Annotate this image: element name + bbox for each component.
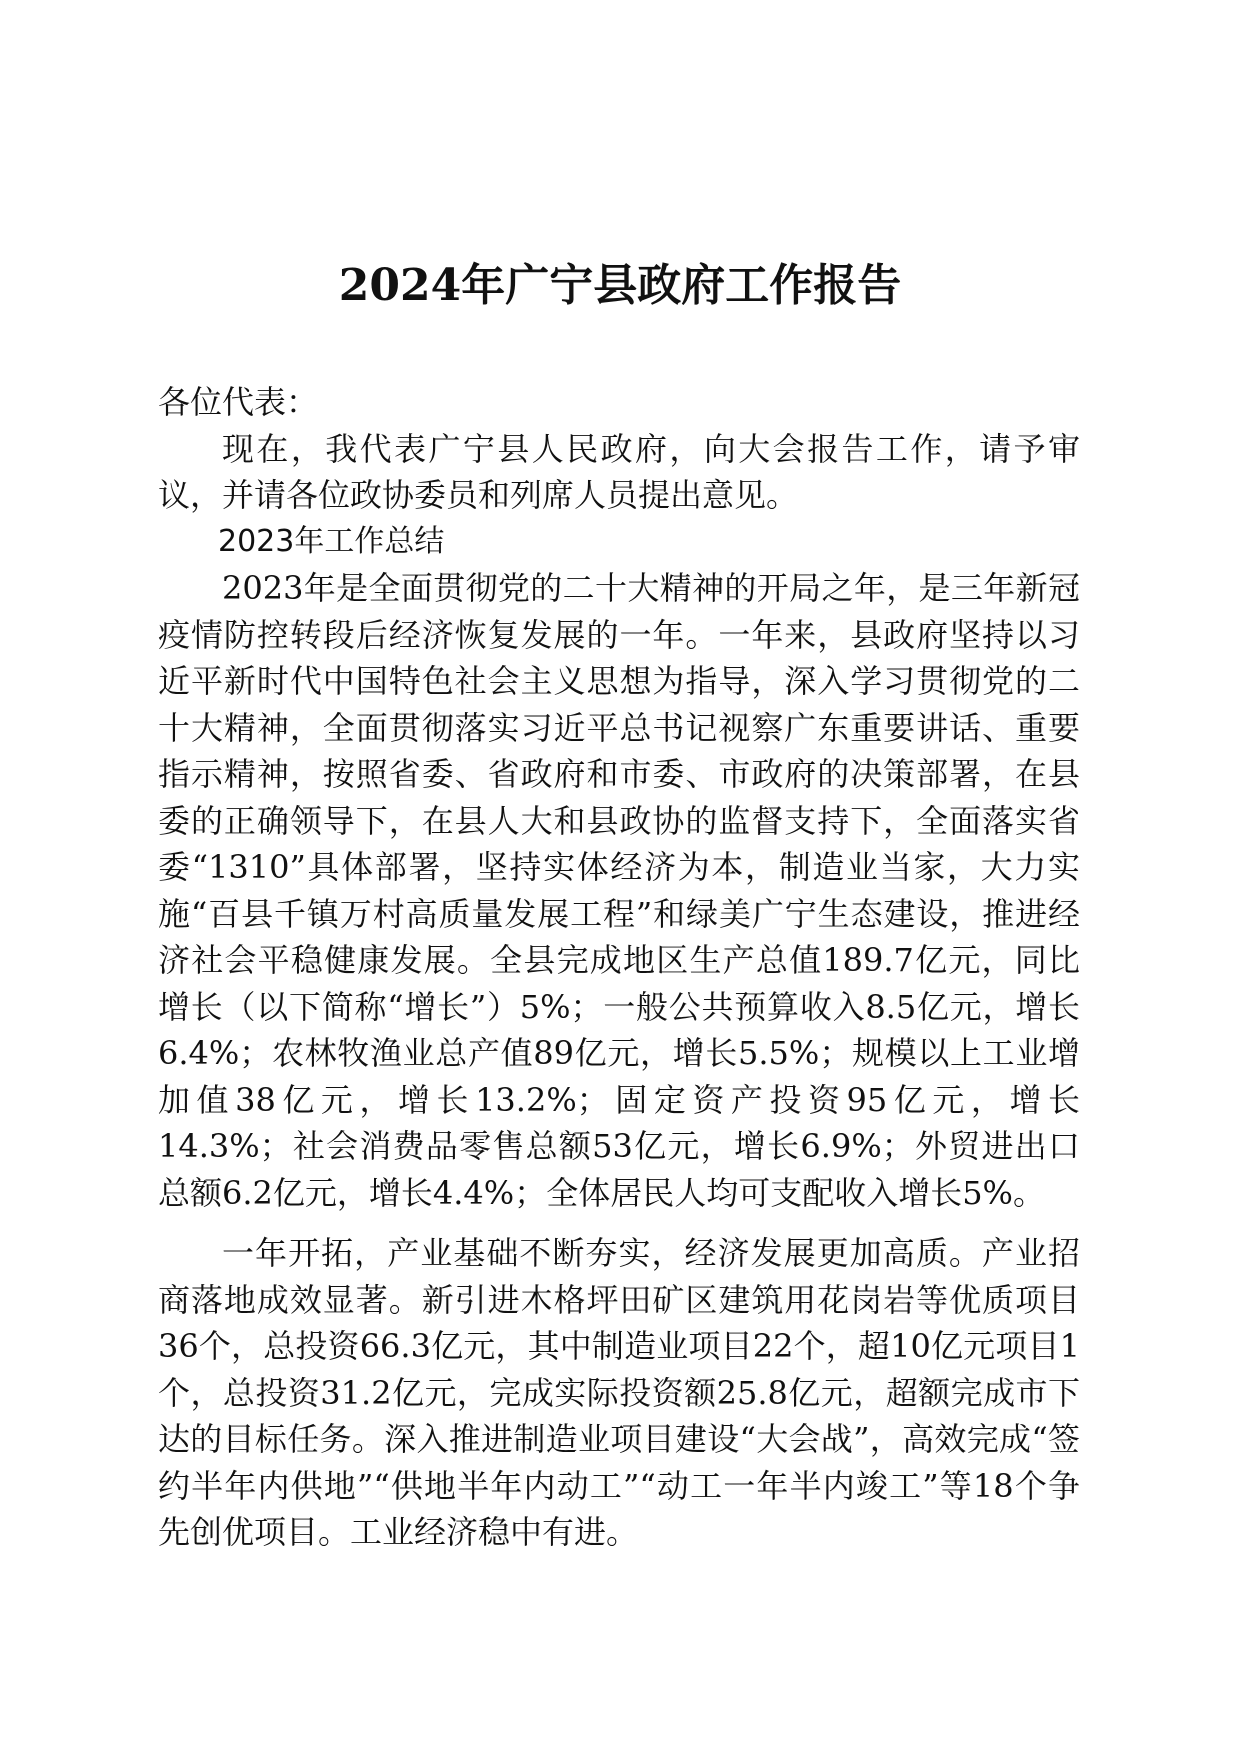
salutation: 各位代表：	[158, 383, 319, 421]
summary-paragraph: 2023年是全面贯彻党的二十大精神的开局之年，是三年新冠疫情防控转段后经济恢复发展的一年。一年来，县政府坚持以习近平新时代中国特色社会主义思想为指导，深入学习贯彻党的二十大精神，全面贯彻落实习近平总书记视察广东重要讲话、重要指示精神，按照省委、省政府和市委、市政府的决策部署，在县委的正确领导下，在县人大和县政协的监督支持下，全面落实省委“1310”具体部署，坚持实体经济为本，制造业当家，大力实施“百县千镇万村高质量发展工程”和绿美广宁生态建设，推进经济社会平稳健康发展。全县完成地区生产总值189.7亿元，同比增长（以下简称“增长”）5%；一般公共预算收入8.5亿元，增长6.4%；农林牧渔业总产值89亿元，增长5.5%；规模以上工业增加值38亿元，增长13.2%；固定资产投资95亿元，增长14.3%；社会消费品零售总额53亿元，增长6.9%；外贸进出口总额6.2亿元，增长4.4%；全体居民人均可支配收入增长5%。	[158, 569, 1080, 1212]
document-title: 2024年广宁县政府工作报告	[338, 260, 902, 311]
intro-paragraph: 现在，我代表广宁县人民政府，向大会报告工作，请予审议，并请各位政协委员和列席人员提出意见。	[158, 429, 1080, 514]
industry-paragraph: 一年开拓，产业基础不断夯实，经济发展更加高质。产业招商落地成效显著。新引进木格坪田矿区建筑用花岗岩等优质项目36个，总投资66.3亿元，其中制造业项目22个，超10亿元项目1个，总投资31.2亿元，完成实际投资额25.8亿元，超额完成市下达的目标任务。深入推进制造业项目建设“大会战”，高效完成“签约半年内供地”“供地半年内动工”“动工一年半内竣工”等18个争先创优项目。工业经济稳中有进。	[158, 1234, 1080, 1551]
section-heading: 2023年工作总结	[218, 523, 445, 559]
document-body	[158, 379, 1080, 1556]
